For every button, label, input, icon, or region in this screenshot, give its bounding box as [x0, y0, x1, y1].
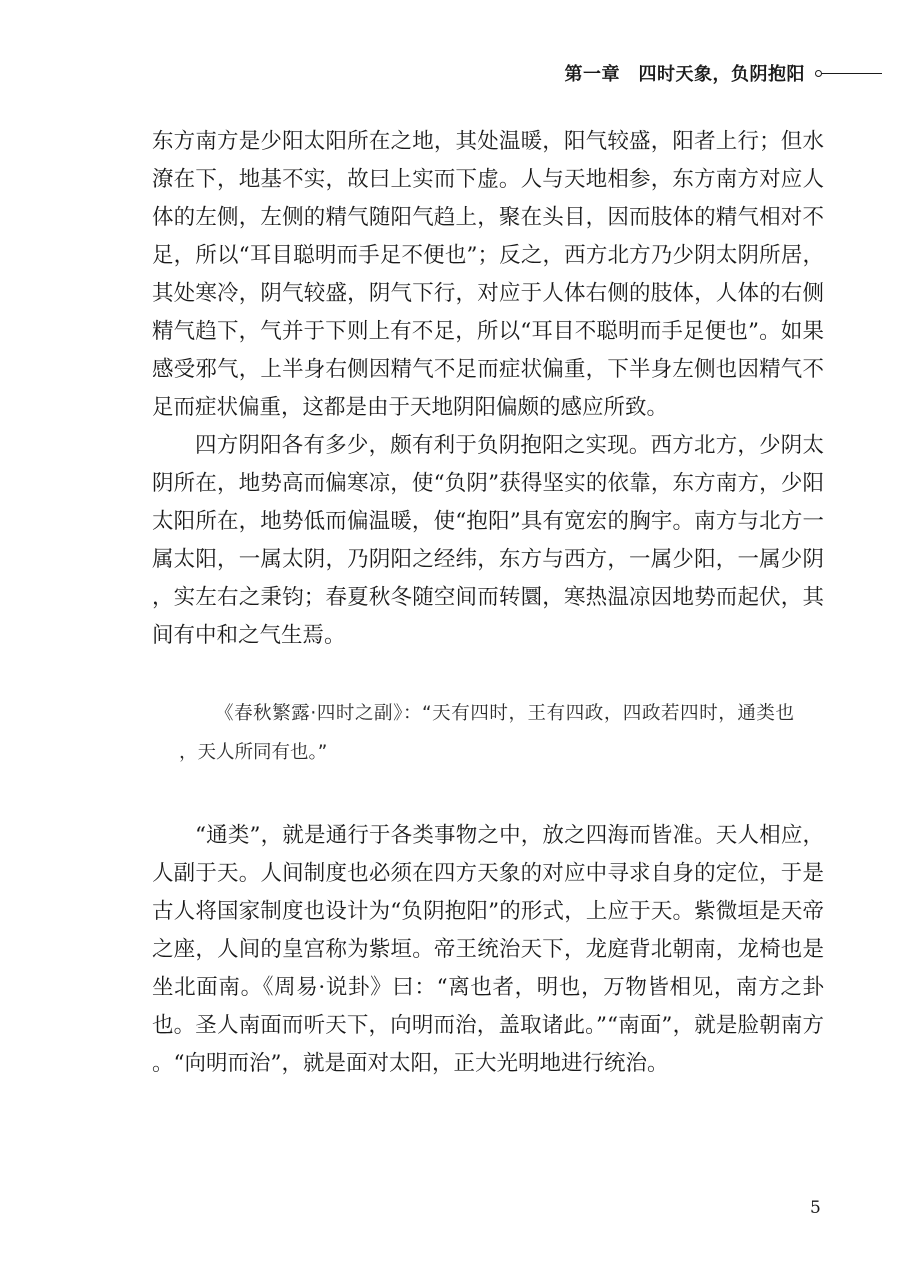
ornament-line: [822, 73, 882, 74]
header-ornament: [815, 70, 882, 77]
paragraph-1: 东方南方是少阳太阳所在之地，其处温暖，阳气较盛，阳者上行；但水潦在下，地基不实，故曰上实而下虚。人与天地相参，东方南方对应人体的左侧，左侧的精气随阳气趋上，聚在头目，因而肢体的精气相对不足，所以“耳目聪明而手足不便也”；反之，西方北方乃少阴太阴所居，其处寒冷，阴气较盛，阴气下行，对应于人体右侧的肢体，人体的右侧精气趋下，气并于下则上有不足，所以“耳目不聪明而手足便也”。如果感受邪气，上半身右侧因精气不足而症状偏重，下半身左侧也因精气不足而症状偏重，这都是由于天地阴阳偏颇的感应所致。: [152, 129, 824, 420]
paragraph-3: “通类”，就是通行于各类事物之中，放之四海而皆准。天人相应，人副于天。人间制度也必须在四方天象的对应中寻求自身的定位，于是古人将国家制度也设计为“负阴抱阳”的形式，上应于天。紫微垣是天帝之座，人间的皇宫称为紫垣。帝王统治天下，龙庭背北朝南，龙椅也是坐北面南。《周易·说卦》曰：“离也者，明也，万物皆相见，南方之卦也。圣人南面而听天下，向明而治，盖取诸此。”“南面”，就是脸朝南方。“向明而治”，就是面对太阳，正大光明地进行统治。: [152, 823, 824, 1076]
ornament-circle: [815, 70, 822, 77]
page-body: [152, 123, 824, 1083]
paragraph-2: 四方阴阳各有多少，颇有利于负阴抱阳之实现。西方北方，少阴太阴所在，地势高而偏寒凉，使“负阴”获得坚实的依靠，东方南方，少阳太阳所在，地势低而偏温暖，使“抱阳”具有宽宏的胸宇。南方与北方一属太阳，一属太阴，乃阴阳之经纬，东方与西方，一属少阳，一属少阴，实左右之秉钧；春夏秋冬随空间而转圜，寒热温凉因地势而起伏，其间有中和之气生焉。: [152, 433, 824, 648]
chapter-title: 第一章 四时天象，负阴抱阳: [564, 64, 805, 85]
block-quote: 《春秋繁露·四时之副》：“天有四时，王有四政，四政若四时，通类也，天人所同有也。”: [179, 703, 794, 763]
page-number: 5: [810, 1198, 821, 1218]
running-header: [565, 60, 883, 86]
